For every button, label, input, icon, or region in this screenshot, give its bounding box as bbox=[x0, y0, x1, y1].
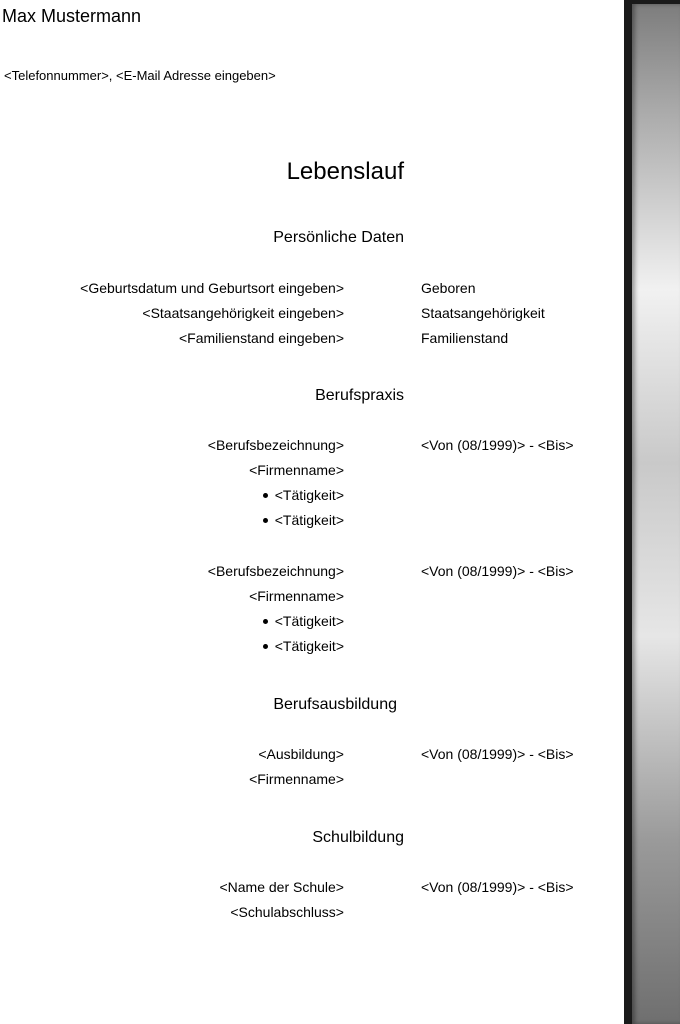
bullet-icon bbox=[263, 619, 268, 624]
section-title-school: Schulbildung bbox=[312, 829, 404, 846]
school-row bbox=[0, 879, 620, 901]
bullet-icon bbox=[263, 493, 268, 498]
job-1-task-2: <Tätigkeit> bbox=[263, 512, 344, 528]
job-2-task-2: <Tätigkeit> bbox=[263, 638, 344, 654]
job-1-position: <Berufsbezeichnung> bbox=[207, 437, 344, 453]
marital-value: <Familienstand eingeben> bbox=[178, 330, 344, 346]
personal-row-birth bbox=[0, 280, 620, 302]
bullet-icon bbox=[263, 644, 268, 649]
job-1-company-row bbox=[0, 462, 620, 484]
section-title-experience: Berufspraxis bbox=[315, 387, 404, 404]
nationality-label: Staatsangehörigkeit bbox=[421, 305, 545, 321]
document-title: Lebenslauf bbox=[286, 158, 404, 185]
decorative-sidebar bbox=[624, 0, 680, 1024]
job-1-task-1: <Tätigkeit> bbox=[263, 487, 344, 503]
contact-line: <Telefonnummer>, <E-Mail Adresse eingeben> bbox=[4, 68, 276, 83]
training-company: <Firmenname> bbox=[249, 771, 344, 787]
bullet-icon bbox=[263, 518, 268, 523]
training-company-row bbox=[0, 771, 620, 793]
birth-value: <Geburtsdatum und Geburtsort eingeben> bbox=[80, 280, 344, 296]
job-2-task-1: <Tätigkeit> bbox=[263, 613, 344, 629]
job-2-company-row bbox=[0, 588, 620, 610]
job-2-company: <Firmenname> bbox=[249, 588, 344, 604]
school-period: <Von (08/1999)> - <Bis> bbox=[421, 879, 574, 895]
marital-label: Familienstand bbox=[421, 330, 509, 346]
school-degree-row bbox=[0, 904, 620, 926]
school-degree: <Schulabschluss> bbox=[230, 904, 344, 920]
training-row bbox=[0, 746, 620, 768]
training-period: <Von (08/1999)> - <Bis> bbox=[421, 746, 574, 762]
personal-row-nationality bbox=[0, 305, 620, 327]
job-2-task-1-row bbox=[0, 613, 620, 635]
job-1-company: <Firmenname> bbox=[249, 462, 344, 478]
job-1-task-2-row bbox=[0, 512, 620, 534]
job-2-task-2-row bbox=[0, 638, 620, 660]
school-name: <Name der Schule> bbox=[219, 879, 344, 895]
applicant-name: Max Mustermann bbox=[2, 6, 142, 26]
nationality-value: <Staatsangehörigkeit eingeben> bbox=[142, 305, 344, 321]
job-1-row bbox=[0, 437, 620, 459]
birth-label: Geboren bbox=[421, 280, 476, 296]
job-1-period: <Von (08/1999)> - <Bis> bbox=[421, 437, 574, 453]
sidebar-gradient bbox=[632, 4, 680, 1024]
job-2-position: <Berufsbezeichnung> bbox=[207, 563, 344, 579]
job-1-task-1-row bbox=[0, 487, 620, 509]
personal-row-marital bbox=[0, 330, 620, 352]
job-2-row bbox=[0, 563, 620, 585]
section-title-training: Berufsausbildung bbox=[273, 696, 397, 713]
section-title-personal: Persönliche Daten bbox=[273, 229, 404, 246]
job-2-period: <Von (08/1999)> - <Bis> bbox=[421, 563, 574, 579]
training-title: <Ausbildung> bbox=[258, 746, 344, 762]
